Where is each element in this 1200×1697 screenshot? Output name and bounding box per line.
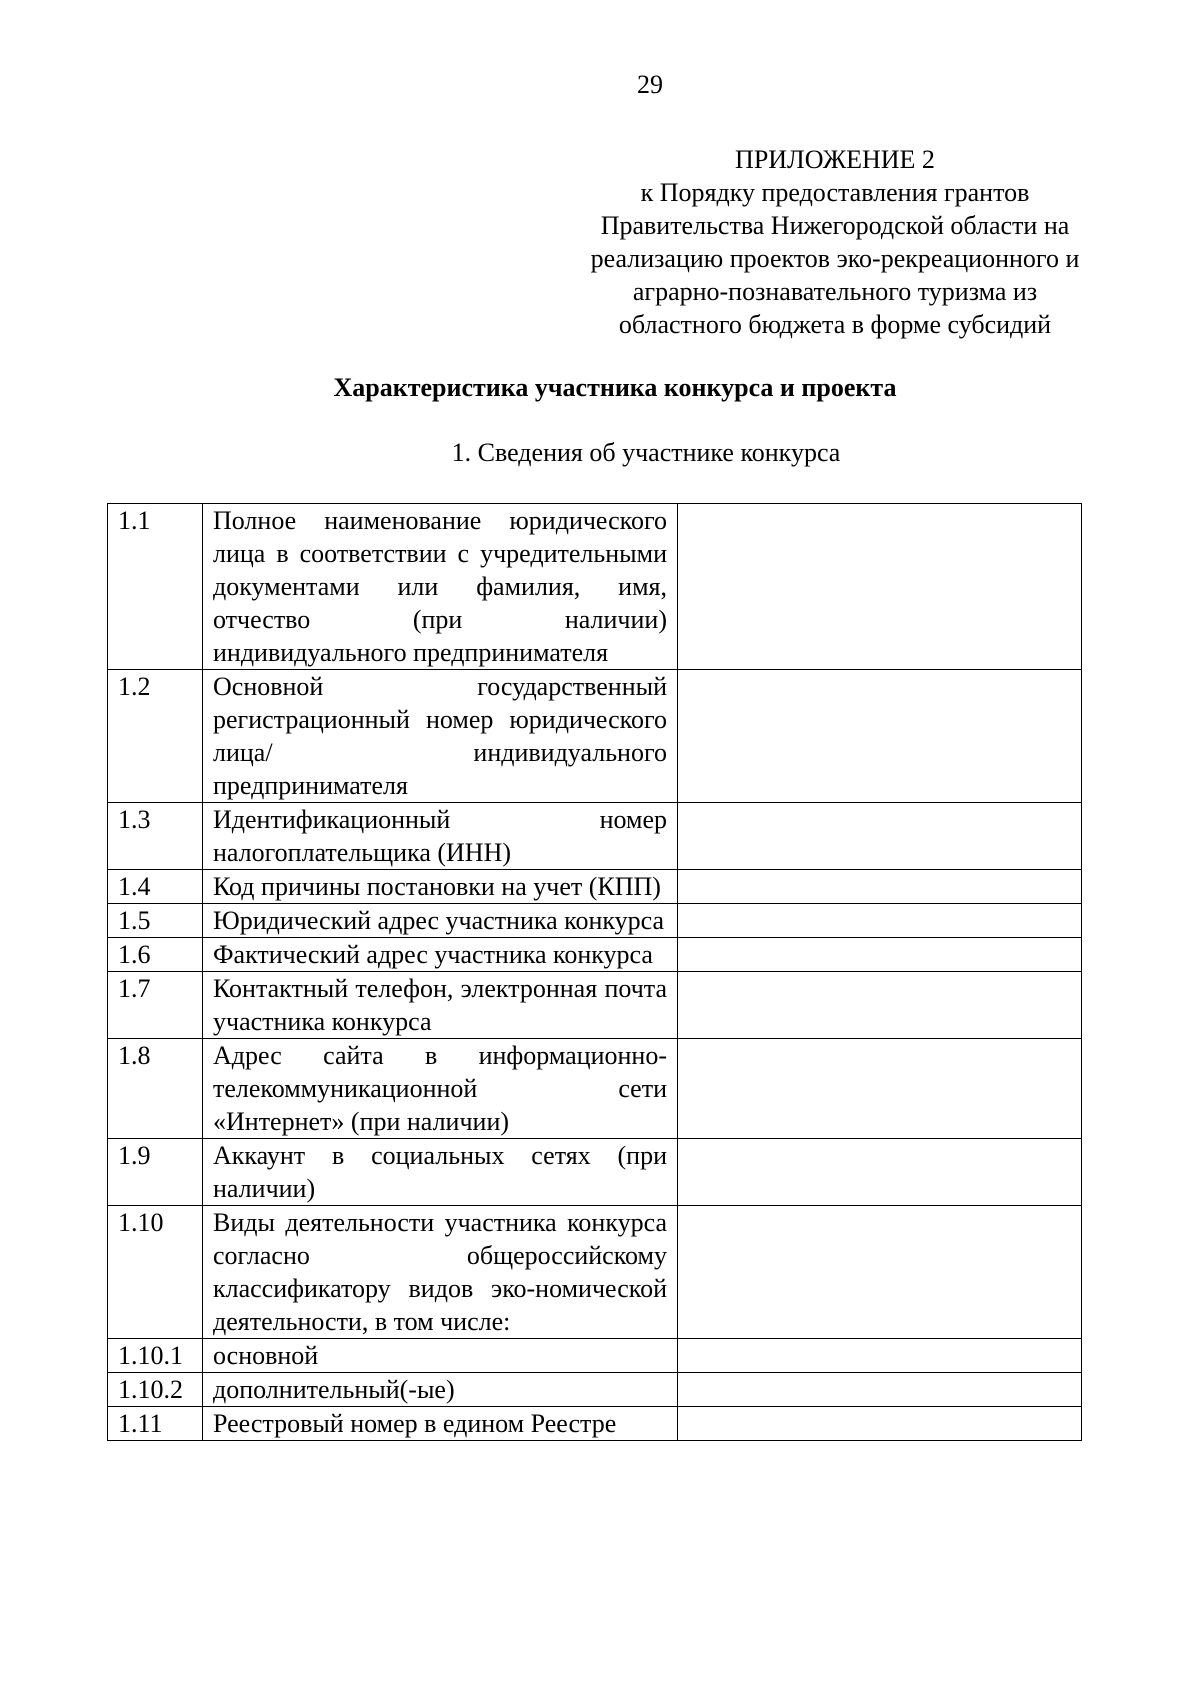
row-value-cell[interactable] xyxy=(678,904,1082,938)
row-description: Аккаунт в социальных сетях (при наличии) xyxy=(203,1139,678,1206)
row-number: 1.10 xyxy=(108,1206,203,1339)
row-value-cell[interactable] xyxy=(678,938,1082,972)
appendix-header xyxy=(548,143,1122,341)
appendix-line: аграрно-познавательного туризма из xyxy=(632,277,1038,306)
row-number: 1.8 xyxy=(108,1039,203,1139)
row-number: 1.7 xyxy=(108,972,203,1039)
row-value-cell[interactable] xyxy=(678,504,1082,670)
page-number: 29 xyxy=(637,70,663,99)
row-value-cell[interactable] xyxy=(678,870,1082,904)
appendix-line: реализацию проектов эко-рекреационного и xyxy=(590,244,1080,273)
table-row xyxy=(108,870,1082,904)
row-number: 1.6 xyxy=(108,938,203,972)
row-number: 1.5 xyxy=(108,904,203,938)
table-row xyxy=(108,1339,1082,1373)
table-row xyxy=(108,904,1082,938)
row-value-cell[interactable] xyxy=(678,1339,1082,1373)
row-description: Виды деятельности участника конкурса согласно общероссийскому классификатору видов эко-номической деятельности, в том числе: xyxy=(203,1206,678,1339)
row-value-cell[interactable] xyxy=(678,670,1082,803)
row-value-cell[interactable] xyxy=(678,1039,1082,1139)
row-value-cell[interactable] xyxy=(678,803,1082,870)
row-description: основной xyxy=(203,1339,678,1373)
table-row xyxy=(108,938,1082,972)
row-value-cell[interactable] xyxy=(678,1407,1082,1441)
table-row xyxy=(108,504,1082,670)
table-row xyxy=(108,1407,1082,1441)
row-number: 1.9 xyxy=(108,1139,203,1206)
row-number: 1.4 xyxy=(108,870,203,904)
row-value-cell[interactable] xyxy=(678,1373,1082,1407)
document-title: Характеристика участника конкурса и проекта xyxy=(333,373,897,402)
row-value-cell[interactable] xyxy=(678,1206,1082,1339)
row-description: Основной государственный регистрационный номер юридического лица/ индивидуального предпринимателя xyxy=(203,670,678,803)
row-description: Фактический адрес участника конкурса xyxy=(203,938,678,972)
table-row xyxy=(108,1039,1082,1139)
table-row xyxy=(108,803,1082,870)
table-row xyxy=(108,1206,1082,1339)
appendix-line: Правительства Нижегородской области на xyxy=(600,211,1070,240)
row-description: Юридический адрес участника конкурса xyxy=(203,904,678,938)
row-description: Полное наименование юридического лица в соответствии с учредительными документами или фамилия, имя, отчество (при наличии) индивидуального предпринимателя xyxy=(203,504,678,670)
row-number: 1.1 xyxy=(108,504,203,670)
row-number: 1.11 xyxy=(108,1407,203,1441)
row-number: 1.2 xyxy=(108,670,203,803)
appendix-line: областного бюджета в форме субсидий xyxy=(618,310,1052,339)
row-description: Контактный телефон, электронная почта участника конкурса xyxy=(203,972,678,1039)
table-row xyxy=(108,1373,1082,1407)
row-description: Адрес сайта в информационно-телекоммуникационной сети «Интернет» (при наличии) xyxy=(203,1039,678,1139)
appendix-title: ПРИЛОЖЕНИЕ 2 xyxy=(735,145,935,174)
row-description: Реестровый номер в едином Реестре xyxy=(203,1407,678,1441)
row-value-cell[interactable] xyxy=(678,1139,1082,1206)
row-description: Идентификационный номер налогоплательщика (ИНН) xyxy=(203,803,678,870)
row-number: 1.10.1 xyxy=(108,1339,203,1373)
row-description: дополнительный(-ые) xyxy=(203,1373,678,1407)
appendix-line: к Порядку предоставления грантов xyxy=(640,178,1030,207)
table-row xyxy=(108,670,1082,803)
row-description: Код причины постановки на учет (КПП) xyxy=(203,870,678,904)
table-row xyxy=(108,1139,1082,1206)
row-number: 1.3 xyxy=(108,803,203,870)
section-heading: 1. Сведения об участнике конкурса xyxy=(451,438,841,467)
row-value-cell[interactable] xyxy=(678,972,1082,1039)
row-number: 1.10.2 xyxy=(108,1373,203,1407)
table-row xyxy=(108,972,1082,1039)
participant-info-table xyxy=(107,503,1082,1441)
